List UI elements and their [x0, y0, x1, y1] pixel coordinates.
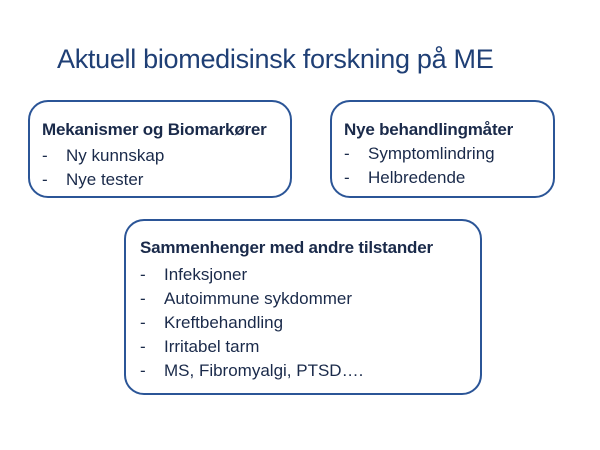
- box-sammenhenger: [124, 219, 482, 395]
- list-item-text: Symptomlindring: [368, 144, 495, 163]
- list-item-text: Infeksjoner: [164, 265, 248, 284]
- list-item-text: Autoimmune sykdommer: [164, 289, 353, 308]
- list-item-text: Helbredende: [368, 168, 466, 187]
- dash-marker: -: [344, 144, 350, 163]
- list-sammenhenger: [140, 263, 363, 383]
- list-item: [42, 168, 164, 192]
- slide-title: Aktuell biomedisinsk forskning på ME: [57, 44, 494, 74]
- list-item: [140, 311, 363, 335]
- list-item: [344, 142, 495, 166]
- list-item-text: Kreftbehandling: [164, 313, 284, 332]
- dash-marker: -: [140, 313, 146, 332]
- list-item: [42, 144, 164, 168]
- list-item-text: Nye tester: [66, 170, 144, 189]
- box-title-sammenhenger: Sammenhenger med andre tilstander: [140, 238, 433, 257]
- dash-marker: -: [42, 170, 48, 189]
- list-behandling: [344, 142, 495, 190]
- list-item: [344, 166, 495, 190]
- box-nye-behandlingmater: [330, 100, 555, 198]
- list-item: [140, 359, 363, 383]
- list-item-text: Ny kunnskap: [66, 146, 165, 165]
- box-mekanismer-biomarkorer: [28, 100, 292, 198]
- dash-marker: -: [140, 289, 146, 308]
- dash-marker: -: [140, 337, 146, 356]
- list-item: [140, 335, 363, 359]
- dash-marker: -: [42, 146, 48, 165]
- list-item-text: Irritabel tarm: [164, 337, 260, 356]
- list-item-text: MS, Fibromyalgi, PTSD….: [164, 361, 364, 380]
- box-title-behandling: Nye behandlingmåter: [344, 120, 514, 139]
- list-item: [140, 287, 363, 311]
- dash-marker: -: [140, 361, 146, 380]
- dash-marker: -: [344, 168, 350, 187]
- dash-marker: -: [140, 265, 146, 284]
- list-mekanismer: [42, 144, 164, 192]
- list-item: [140, 263, 363, 287]
- box-title-mekanismer: Mekanismer og Biomarkører: [42, 120, 267, 139]
